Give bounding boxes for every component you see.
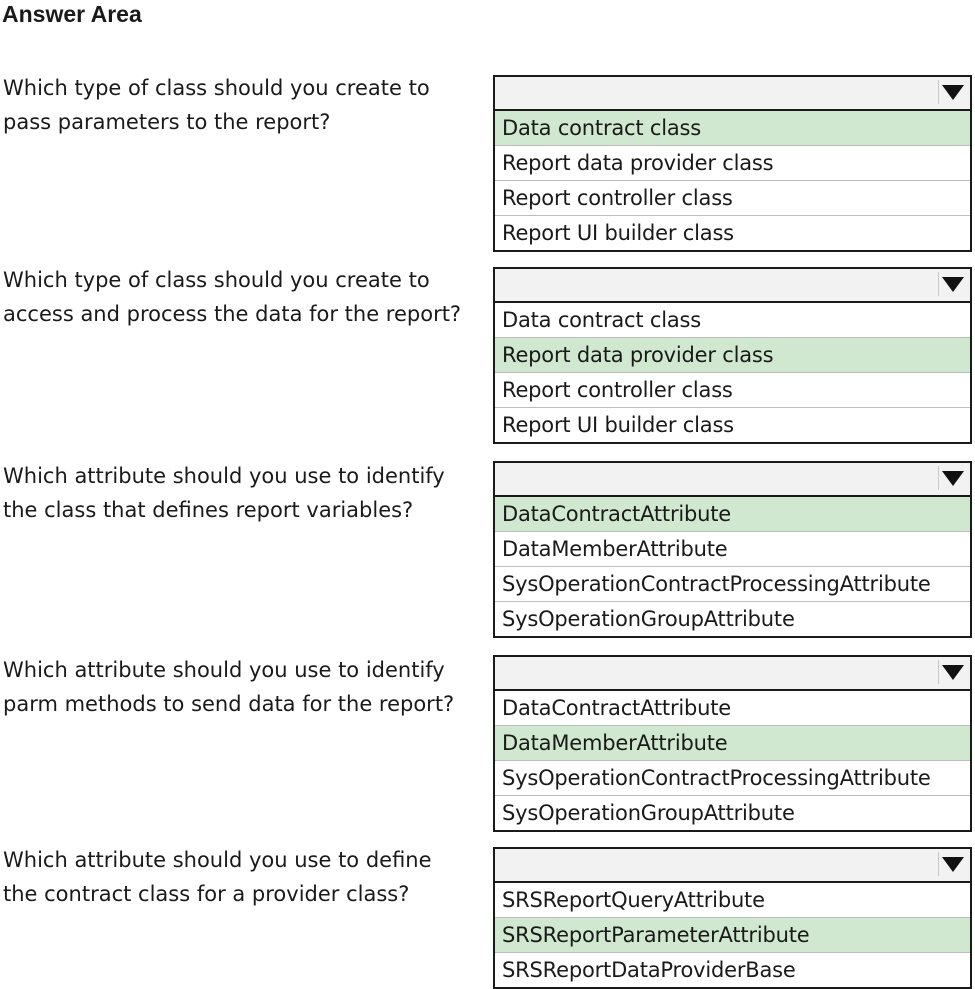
question-2-option-3[interactable]: Report controller class — [495, 373, 970, 408]
question-3-dropdown-header[interactable] — [495, 463, 970, 497]
question-3-option-4[interactable]: SysOperationGroupAttribute — [502, 607, 795, 631]
question-5-dropdown[interactable] — [493, 847, 972, 989]
question-3 — [3, 459, 488, 527]
question-3-option-1[interactable]: DataContractAttribute — [495, 497, 970, 532]
question-5-line-1: Which attribute should you use to define — [3, 848, 432, 872]
question-4 — [3, 653, 488, 721]
question-2-option-4[interactable]: Report UI builder class — [502, 413, 734, 437]
question-1-line-2: pass parameters to the report? — [3, 110, 331, 134]
question-5 — [3, 843, 488, 911]
question-5-line-2: the contract class for a provider class? — [3, 882, 410, 906]
chevron-down-icon[interactable] — [938, 80, 967, 104]
question-3-option-3[interactable]: SysOperationContractProcessingAttribute — [495, 567, 970, 602]
question-2-dropdown[interactable] — [493, 267, 972, 444]
chevron-down-icon[interactable] — [938, 272, 967, 296]
question-2-line-1: Which type of class should you create to — [3, 268, 430, 292]
question-4-option-3[interactable]: SysOperationContractProcessingAttribute — [495, 761, 970, 796]
question-3-dropdown[interactable] — [493, 461, 972, 638]
question-3-line-2: the class that defines report variables? — [3, 498, 414, 522]
question-2-line-2: access and process the data for the report? — [3, 302, 462, 326]
question-1-line-1: Which type of class should you create to — [3, 76, 430, 100]
question-2-dropdown-header[interactable] — [495, 269, 970, 303]
question-4-line-1: Which attribute should you use to identify — [3, 658, 445, 682]
chevron-down-icon[interactable] — [938, 660, 967, 684]
question-2-option-1[interactable]: Data contract class — [495, 303, 970, 338]
question-1-option-1[interactable]: Data contract class — [495, 111, 970, 146]
question-5-option-3[interactable]: SRSReportDataProviderBase — [502, 958, 796, 982]
chevron-down-icon[interactable] — [938, 466, 967, 490]
question-4-option-4[interactable]: SysOperationGroupAttribute — [502, 801, 795, 825]
question-4-option-2[interactable]: DataMemberAttribute — [495, 726, 970, 761]
question-5-option-1[interactable]: SRSReportQueryAttribute — [495, 883, 970, 918]
question-4-dropdown[interactable] — [493, 655, 972, 832]
question-1 — [3, 71, 488, 139]
question-1-dropdown[interactable] — [493, 75, 972, 252]
chevron-down-icon[interactable] — [938, 852, 967, 876]
question-5-option-2[interactable]: SRSReportParameterAttribute — [495, 918, 970, 953]
question-1-dropdown-header[interactable] — [495, 77, 970, 111]
question-2 — [3, 263, 488, 331]
question-2-option-2[interactable]: Report data provider class — [495, 338, 970, 373]
question-4-option-1[interactable]: DataContractAttribute — [495, 691, 970, 726]
question-5-dropdown-header[interactable] — [495, 849, 970, 883]
question-3-line-1: Which attribute should you use to identify — [3, 464, 445, 488]
question-4-line-2: parm methods to send data for the report? — [3, 692, 455, 716]
question-1-option-2[interactable]: Report data provider class — [495, 146, 970, 181]
question-4-dropdown-header[interactable] — [495, 657, 970, 691]
question-1-option-4[interactable]: Report UI builder class — [502, 221, 734, 245]
question-1-option-3[interactable]: Report controller class — [495, 181, 970, 216]
answer-area-title: Answer Area — [2, 1, 142, 27]
question-3-option-2[interactable]: DataMemberAttribute — [495, 532, 970, 567]
